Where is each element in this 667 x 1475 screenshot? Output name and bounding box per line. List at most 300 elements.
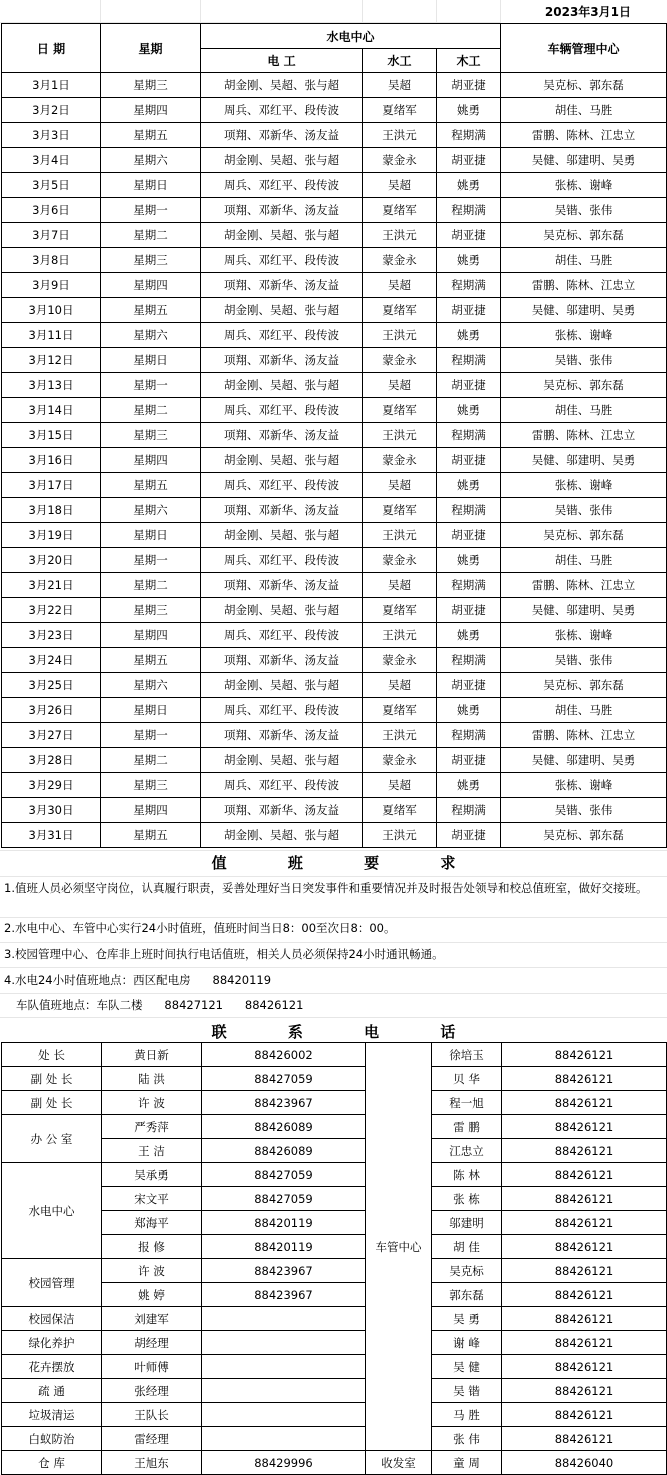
duty-vehicle-staff: 张栋、谢峰: [501, 623, 667, 648]
duty-row: [2, 673, 667, 698]
duty-date: 3月19日: [2, 523, 101, 548]
duty-weekday: 星期四: [101, 98, 201, 123]
contact-phone: 88427059: [202, 1067, 366, 1091]
duty-date: 3月27日: [2, 723, 101, 748]
duty-electricians: 周兵、邓红平、段传波: [201, 248, 363, 273]
duty-electricians: 周兵、邓红平、段传波: [201, 98, 363, 123]
contact-dept: 绿化养护: [2, 1331, 102, 1355]
duty-plumber: 王洪元: [363, 623, 437, 648]
contact-name: 报 修: [102, 1235, 202, 1259]
duty-row: [2, 723, 667, 748]
contact-name: 郑海平: [102, 1211, 202, 1235]
header-weekday: 星期: [101, 24, 201, 73]
contact-phone: [202, 1427, 366, 1451]
duty-weekday: 星期一: [101, 198, 201, 223]
contact-dept: 副 处 长: [2, 1067, 102, 1091]
duty-plumber: 蒙金永: [363, 748, 437, 773]
duty-plumber: 吴超: [363, 273, 437, 298]
duty-date: 3月5日: [2, 173, 101, 198]
vehicle-contact-name: 胡 佳: [432, 1235, 502, 1259]
duty-weekday: 星期五: [101, 648, 201, 673]
gridline: [0, 942, 667, 943]
requirements-title-char: 班: [287, 854, 303, 872]
vehicle-contact-name: 吴 健: [432, 1355, 502, 1379]
vehicle-contact-name: 谢 峰: [432, 1331, 502, 1355]
duty-vehicle-staff: 吴锴、张伟: [501, 798, 667, 823]
contact-phone: 88426089: [202, 1139, 366, 1163]
duty-date: 3月29日: [2, 773, 101, 798]
contact-phone: 88426002: [202, 1043, 366, 1067]
duty-electricians: 项翔、邓新华、汤友益: [201, 123, 363, 148]
duty-plumber: 蒙金永: [363, 648, 437, 673]
duty-weekday: 星期六: [101, 148, 201, 173]
duty-weekday: 星期日: [101, 348, 201, 373]
duty-row: [2, 823, 667, 848]
requirements-title-char: 值: [211, 854, 227, 872]
duty-electricians: 周兵、邓红平、段传波: [201, 698, 363, 723]
duty-row: [2, 498, 667, 523]
contacts-title: [0, 1021, 667, 1042]
duty-plumber: 夏绪军: [363, 598, 437, 623]
vehicle-contact-name: 张 伟: [432, 1427, 502, 1451]
duty-electricians: 周兵、邓红平、段传波: [201, 473, 363, 498]
duty-date: 3月15日: [2, 423, 101, 448]
contact-dept: 白蚁防治: [2, 1427, 102, 1451]
duty-date: 3月2日: [2, 98, 101, 123]
contact-name: 王队长: [102, 1403, 202, 1427]
vehicle-contact-name: 郭东磊: [432, 1283, 502, 1307]
duty-plumber: 王洪元: [363, 323, 437, 348]
contact-name: 胡经理: [102, 1331, 202, 1355]
duty-vehicle-staff: 吴克标、郭东磊: [501, 373, 667, 398]
duty-date: 3月7日: [2, 223, 101, 248]
contact-phone: 88423967: [202, 1283, 366, 1307]
vehicle-contact-name: 吴 锴: [432, 1379, 502, 1403]
contact-dept: 花卉摆放: [2, 1355, 102, 1379]
vehicle-contact-phone: 88426121: [502, 1067, 667, 1091]
duty-vehicle-staff: 雷鹏、陈林、江忠立: [501, 123, 667, 148]
duty-electricians: 胡金刚、吴超、张与超: [201, 298, 363, 323]
duty-plumber: 王洪元: [363, 823, 437, 848]
contact-name: 吴承勇: [102, 1163, 202, 1187]
duty-schedule-table: [1, 23, 667, 848]
duty-row: [2, 573, 667, 598]
contact-dept: 副 处 长: [2, 1091, 102, 1115]
duty-electricians: 胡金刚、吴超、张与超: [201, 73, 363, 98]
duty-weekday: 星期日: [101, 523, 201, 548]
duty-weekday: 星期日: [101, 698, 201, 723]
duty-plumber: 夏绪军: [363, 398, 437, 423]
duty-row: [2, 798, 667, 823]
contact-phone: 88427059: [202, 1187, 366, 1211]
vehicle-contact-name: 程一旭: [432, 1091, 502, 1115]
duty-electricians: 项翔、邓新华、汤友益: [201, 498, 363, 523]
duty-carpenter: 姚勇: [437, 98, 501, 123]
duty-plumber: 吴超: [363, 373, 437, 398]
contacts-table: [1, 1042, 667, 1475]
duty-carpenter: 程期满: [437, 648, 501, 673]
duty-row: [2, 373, 667, 398]
duty-vehicle-staff: 吴健、邬建明、吴勇: [501, 748, 667, 773]
duty-vehicle-staff: 胡佳、马胜: [501, 248, 667, 273]
duty-carpenter: 胡亚捷: [437, 373, 501, 398]
duty-electricians: 周兵、邓红平、段传波: [201, 173, 363, 198]
duty-plumber: 蒙金永: [363, 248, 437, 273]
duty-weekday: 星期五: [101, 298, 201, 323]
header-electrician: 电 工: [201, 49, 363, 73]
duty-rows: [2, 73, 667, 848]
duty-carpenter: 姚勇: [437, 473, 501, 498]
contact-phone: 88426089: [202, 1115, 366, 1139]
duty-weekday: 星期日: [101, 173, 201, 198]
duty-date: 3月26日: [2, 698, 101, 723]
duty-date: 3月10日: [2, 298, 101, 323]
contact-phone: [202, 1379, 366, 1403]
duty-vehicle-staff: 胡佳、马胜: [501, 698, 667, 723]
duty-row: [2, 773, 667, 798]
duty-plumber: 蒙金永: [363, 448, 437, 473]
duty-date: 3月8日: [2, 248, 101, 273]
duty-date: 3月18日: [2, 498, 101, 523]
duty-electricians: 项翔、邓新华、汤友益: [201, 273, 363, 298]
duty-vehicle-staff: 吴锴、张伟: [501, 498, 667, 523]
duty-carpenter: 胡亚捷: [437, 448, 501, 473]
duty-weekday: 星期二: [101, 398, 201, 423]
duty-weekday: 星期二: [101, 223, 201, 248]
duty-date: 3月12日: [2, 348, 101, 373]
duty-date: 3月23日: [2, 623, 101, 648]
header-date: 日 期: [2, 24, 101, 73]
duty-date: 3月25日: [2, 673, 101, 698]
duty-row: [2, 548, 667, 573]
duty-electricians: 周兵、邓红平、段传波: [201, 323, 363, 348]
duty-date: 3月21日: [2, 573, 101, 598]
duty-date: 3月22日: [2, 598, 101, 623]
contact-phone: 88420119: [202, 1211, 366, 1235]
duty-row: [2, 98, 667, 123]
duty-vehicle-staff: 吴克标、郭东磊: [501, 523, 667, 548]
contact-dept: 垃圾清运: [2, 1403, 102, 1427]
contact-name: 黄日新: [102, 1043, 202, 1067]
duty-row: [2, 248, 667, 273]
header-carpenter: 木工: [437, 49, 501, 73]
vehicle-contact-name: 贝 华: [432, 1067, 502, 1091]
duty-plumber: 吴超: [363, 573, 437, 598]
duty-electricians: 周兵、邓红平、段传波: [201, 548, 363, 573]
duty-electricians: 胡金刚、吴超、张与超: [201, 373, 363, 398]
requirement-item: 1.值班人员必须坚守岗位，认真履行职责，妥善处理好当日突发事件和重要情况并及时报告处领导和校总值班室，做好交接班。: [4, 881, 648, 895]
duty-weekday: 星期五: [101, 123, 201, 148]
duty-vehicle-staff: 雷鹏、陈林、江忠立: [501, 273, 667, 298]
vehicle-contact-phone: 88426121: [502, 1379, 667, 1403]
duty-vehicle-staff: 吴锴、张伟: [501, 348, 667, 373]
header-plumber: 水工: [363, 49, 437, 73]
gridline: [0, 1017, 667, 1018]
contact-dept: 仓 库: [2, 1451, 102, 1475]
requirements-title-char: 要: [364, 854, 380, 872]
duty-electricians: 项翔、邓新华、汤友益: [201, 573, 363, 598]
duty-plumber: 王洪元: [363, 423, 437, 448]
duty-plumber: 蒙金永: [363, 548, 437, 573]
duty-plumber: 夏绪军: [363, 498, 437, 523]
duty-vehicle-staff: 张栋、谢峰: [501, 173, 667, 198]
duty-row: [2, 398, 667, 423]
duty-carpenter: 姚勇: [437, 323, 501, 348]
duty-vehicle-staff: 吴锴、张伟: [501, 648, 667, 673]
gridline: [0, 917, 667, 918]
duty-date: 3月9日: [2, 273, 101, 298]
duty-carpenter: 程期满: [437, 123, 501, 148]
duty-plumber: 王洪元: [363, 523, 437, 548]
contact-dept: 办 公 室: [2, 1115, 102, 1163]
duty-carpenter: 程期满: [437, 798, 501, 823]
duty-row: [2, 448, 667, 473]
contact-dept: 疏 通: [2, 1379, 102, 1403]
duty-carpenter: 姚勇: [437, 173, 501, 198]
vehicle-contact-phone: 88426121: [502, 1163, 667, 1187]
duty-plumber: 王洪元: [363, 723, 437, 748]
duty-electricians: 胡金刚、吴超、张与超: [201, 448, 363, 473]
duty-vehicle-staff: 吴克标、郭东磊: [501, 223, 667, 248]
contact-name: 王旭东: [102, 1451, 202, 1475]
duty-row: [2, 148, 667, 173]
duty-vehicle-staff: 吴锴、张伟: [501, 198, 667, 223]
duty-weekday: 星期三: [101, 598, 201, 623]
duty-date: 3月3日: [2, 123, 101, 148]
contact-name: 雷经理: [102, 1427, 202, 1451]
duty-electricians: 胡金刚、吴超、张与超: [201, 673, 363, 698]
duty-vehicle-staff: 胡佳、马胜: [501, 98, 667, 123]
duty-electricians: 胡金刚、吴超、张与超: [201, 823, 363, 848]
duty-vehicle-staff: 吴健、邬建明、吴勇: [501, 598, 667, 623]
duty-weekday: 星期三: [101, 248, 201, 273]
vehicle-contact-phone: 88426121: [502, 1235, 667, 1259]
vehicle-contact-name: 陈 林: [432, 1163, 502, 1187]
duty-electricians: 胡金刚、吴超、张与超: [201, 748, 363, 773]
duty-vehicle-staff: 雷鹏、陈林、江忠立: [501, 723, 667, 748]
duty-weekday: 星期六: [101, 323, 201, 348]
duty-row: [2, 748, 667, 773]
mailroom-contact-phone: 88426040: [502, 1451, 667, 1475]
duty-electricians: 周兵、邓红平、段传波: [201, 773, 363, 798]
vehicle-contact-phone: 88426121: [502, 1403, 667, 1427]
duty-vehicle-staff: 吴健、邬建明、吴勇: [501, 448, 667, 473]
duty-electricians: 项翔、邓新华、汤友益: [201, 348, 363, 373]
duty-carpenter: 胡亚捷: [437, 748, 501, 773]
duty-row: [2, 223, 667, 248]
contact-phone: 88423967: [202, 1091, 366, 1115]
vehicle-contact-name: 江忠立: [432, 1139, 502, 1163]
duty-date: 3月4日: [2, 148, 101, 173]
vehicle-contact-phone: 88426121: [502, 1355, 667, 1379]
duty-weekday: 星期五: [101, 823, 201, 848]
duty-row: [2, 123, 667, 148]
contact-dept: 校园保洁: [2, 1307, 102, 1331]
contacts-title-char: 联: [211, 1023, 227, 1041]
duty-carpenter: 程期满: [437, 348, 501, 373]
duty-electricians: 项翔、邓新华、汤友益: [201, 723, 363, 748]
duty-carpenter: 胡亚捷: [437, 823, 501, 848]
duty-plumber: 夏绪军: [363, 98, 437, 123]
vehicle-contact-phone: 88426121: [502, 1043, 667, 1067]
duty-weekday: 星期一: [101, 548, 201, 573]
duty-date: 3月16日: [2, 448, 101, 473]
duty-date: 3月1日: [2, 73, 101, 98]
duty-vehicle-staff: 胡佳、马胜: [501, 398, 667, 423]
duty-weekday: 星期五: [101, 473, 201, 498]
header-water-elec-center: 水电中心: [201, 24, 501, 49]
duty-date: 3月13日: [2, 373, 101, 398]
vehicle-center-label: 车管中心: [366, 1043, 432, 1451]
contact-dept: 处 长: [2, 1043, 102, 1067]
duty-carpenter: 姚勇: [437, 698, 501, 723]
duty-carpenter: 胡亚捷: [437, 298, 501, 323]
header-vehicle-center: 车辆管理中心: [501, 24, 667, 73]
requirement-item: 2.水电中心、车管中心实行24小时值班，值班时间当日8：00至次日8：00。: [4, 921, 396, 935]
requirement-item: 4.水电24小时值班地点：西区配电房 88420119: [4, 973, 272, 987]
duty-date: 3月24日: [2, 648, 101, 673]
duty-carpenter: 胡亚捷: [437, 523, 501, 548]
vehicle-contact-phone: 88426121: [502, 1427, 667, 1451]
vehicle-contact-phone: 88426121: [502, 1259, 667, 1283]
duty-weekday: 星期四: [101, 623, 201, 648]
contact-dept: 校园管理: [2, 1259, 102, 1307]
duty-plumber: 夏绪军: [363, 798, 437, 823]
duty-weekday: 星期四: [101, 798, 201, 823]
duty-plumber: 吴超: [363, 73, 437, 98]
contact-dept: 水电中心: [2, 1163, 102, 1259]
duty-plumber: 夏绪军: [363, 698, 437, 723]
duty-row: [2, 73, 667, 98]
duty-electricians: 胡金刚、吴超、张与超: [201, 523, 363, 548]
duty-date: 3月11日: [2, 323, 101, 348]
duty-vehicle-staff: 吴克标、郭东磊: [501, 823, 667, 848]
duty-row: [2, 473, 667, 498]
duty-carpenter: 胡亚捷: [437, 148, 501, 173]
duty-row: [2, 623, 667, 648]
contact-name: 陆 洪: [102, 1067, 202, 1091]
contact-name: 许 波: [102, 1091, 202, 1115]
duty-date: 3月17日: [2, 473, 101, 498]
duty-carpenter: 姚勇: [437, 623, 501, 648]
duty-date: 3月28日: [2, 748, 101, 773]
contact-phone: 88420119: [202, 1235, 366, 1259]
duty-weekday: 星期三: [101, 423, 201, 448]
duty-weekday: 星期一: [101, 723, 201, 748]
duty-electricians: 胡金刚、吴超、张与超: [201, 598, 363, 623]
mailroom-contact-name: 童 周: [432, 1451, 502, 1475]
duty-weekday: 星期四: [101, 448, 201, 473]
contact-phone: [202, 1403, 366, 1427]
duty-plumber: 王洪元: [363, 223, 437, 248]
duty-row: [2, 423, 667, 448]
duty-vehicle-staff: 吴克标、郭东磊: [501, 73, 667, 98]
duty-carpenter: 程期满: [437, 573, 501, 598]
gridline: [0, 967, 667, 968]
duty-carpenter: 程期满: [437, 723, 501, 748]
duty-weekday: 星期六: [101, 498, 201, 523]
duty-weekday: 星期四: [101, 273, 201, 298]
contact-name: 刘建军: [102, 1307, 202, 1331]
duty-plumber: 蒙金永: [363, 348, 437, 373]
requirement-item: 3.校园管理中心、仓库非上班时间执行电话值班，相关人员必须保持24小时通讯畅通。: [4, 947, 444, 961]
vehicle-contact-name: 雷 鹏: [432, 1115, 502, 1139]
duty-weekday: 星期一: [101, 373, 201, 398]
vehicle-contact-phone: 88426121: [502, 1283, 667, 1307]
duty-row: [2, 523, 667, 548]
duty-row: [2, 598, 667, 623]
duty-electricians: 项翔、邓新华、汤友益: [201, 798, 363, 823]
duty-carpenter: 姚勇: [437, 248, 501, 273]
contact-name: 叶师傅: [102, 1355, 202, 1379]
vehicle-contact-name: 吴 勇: [432, 1307, 502, 1331]
duty-weekday: 星期六: [101, 673, 201, 698]
vehicle-contact-phone: 88426121: [502, 1115, 667, 1139]
vehicle-contact-phone: 88426121: [502, 1307, 667, 1331]
duty-plumber: 吴超: [363, 173, 437, 198]
vehicle-contact-phone: 88426121: [502, 1091, 667, 1115]
duty-plumber: 夏绪军: [363, 298, 437, 323]
duty-plumber: 吴超: [363, 773, 437, 798]
contact-phone: 88427059: [202, 1163, 366, 1187]
duty-electricians: 项翔、邓新华、汤友益: [201, 648, 363, 673]
duty-date: 3月30日: [2, 798, 101, 823]
vehicle-contact-name: 邬建明: [432, 1211, 502, 1235]
contact-phone: 88429996: [202, 1451, 366, 1475]
duty-row: [2, 648, 667, 673]
vehicle-contact-name: 张 栋: [432, 1187, 502, 1211]
duty-carpenter: 姚勇: [437, 773, 501, 798]
contacts-title-char: 话: [440, 1023, 456, 1041]
requirement-item: 车队值班地点：车队二楼 88427121 88426121: [16, 998, 304, 1012]
duty-vehicle-staff: 雷鹏、陈林、江忠立: [501, 423, 667, 448]
requirements-title-char: 求: [440, 854, 456, 872]
duty-row: [2, 698, 667, 723]
vehicle-contact-phone: 88426121: [502, 1331, 667, 1355]
duty-plumber: 夏绪军: [363, 198, 437, 223]
duty-electricians: 胡金刚、吴超、张与超: [201, 148, 363, 173]
vehicle-contact-name: 马 胜: [432, 1403, 502, 1427]
duty-date: 3月20日: [2, 548, 101, 573]
gridline: [0, 876, 667, 877]
duty-carpenter: 胡亚捷: [437, 673, 501, 698]
duty-electricians: 周兵、邓红平、段传波: [201, 623, 363, 648]
contact-phone: [202, 1355, 366, 1379]
gridline: [0, 850, 667, 851]
duty-carpenter: 胡亚捷: [437, 598, 501, 623]
contact-name: 许 波: [102, 1259, 202, 1283]
duty-weekday: 星期二: [101, 748, 201, 773]
vehicle-contact-phone: 88426121: [502, 1139, 667, 1163]
duty-vehicle-staff: 胡佳、马胜: [501, 548, 667, 573]
contact-phone: [202, 1307, 366, 1331]
duty-vehicle-staff: 雷鹏、陈林、江忠立: [501, 573, 667, 598]
duty-carpenter: 程期满: [437, 498, 501, 523]
duty-vehicle-staff: 吴克标、郭东磊: [501, 673, 667, 698]
mailroom-label: 收发室: [366, 1451, 432, 1475]
duty-carpenter: 姚勇: [437, 548, 501, 573]
contacts-title-char: 系: [287, 1023, 303, 1041]
duty-carpenter: 姚勇: [437, 398, 501, 423]
duty-vehicle-staff: 张栋、谢峰: [501, 473, 667, 498]
duty-weekday: 星期二: [101, 573, 201, 598]
duty-vehicle-staff: 张栋、谢峰: [501, 773, 667, 798]
duty-carpenter: 胡亚捷: [437, 223, 501, 248]
contact-phone: 88423967: [202, 1259, 366, 1283]
duty-row: [2, 273, 667, 298]
duty-plumber: 吴超: [363, 673, 437, 698]
duty-row: [2, 173, 667, 198]
